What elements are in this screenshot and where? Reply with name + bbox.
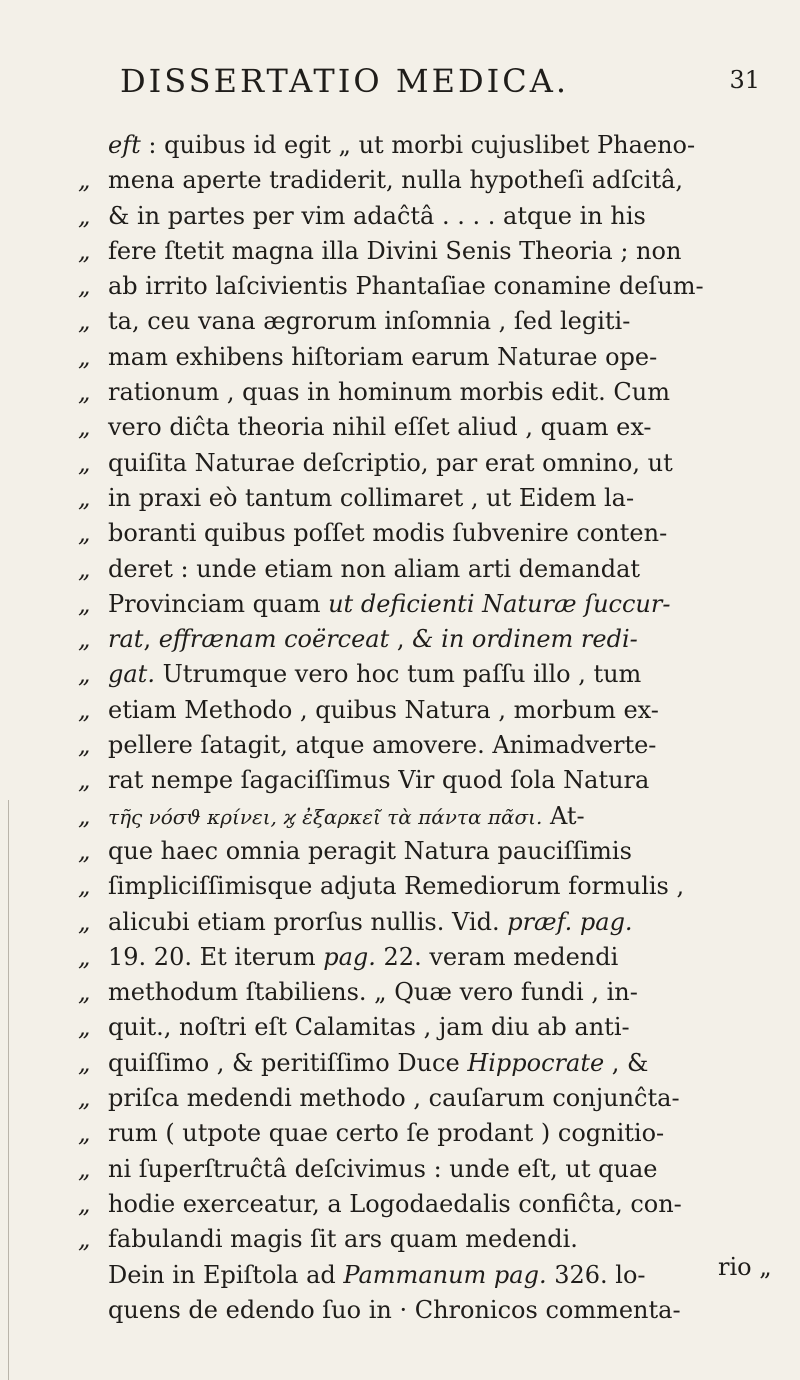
text-line <box>78 516 768 551</box>
text-run: in praxi eò tantum collimaret , ut Eidem la- <box>108 483 635 512</box>
text-line <box>78 657 768 692</box>
quote-mark: „ <box>78 978 91 1007</box>
quote-mark: „ <box>78 1154 91 1183</box>
text-run: hodie exerceatur, a Logodaedalis confiĉta, con- <box>108 1189 682 1218</box>
text-run: ta, ceu vana ægrorum inſomnia , ſed legiti- <box>108 307 631 336</box>
text-run: quiſita Naturae deſcriptio, par erat omnino, ut <box>108 448 673 477</box>
quote-mark: „ <box>78 660 91 689</box>
text-run: mena aperte tradiderit, nulla hypotheſi adſcitâ, <box>108 166 684 195</box>
text-line <box>78 234 768 269</box>
text-run: ſimpliciſſimisque adjuta Remediorum formulis , <box>108 872 685 901</box>
text-line <box>78 1152 768 1187</box>
text-run: , <box>389 625 413 654</box>
text-line <box>78 834 768 869</box>
text-run: alicubi etiam prorſus nullis. Vid. <box>108 907 508 936</box>
text-run: boranti quibus poſſet modis ſubvenire conten- <box>108 519 668 548</box>
text-run: , <box>143 625 159 654</box>
text-run: 22. veram medendi <box>375 942 619 971</box>
text-line <box>78 905 768 940</box>
italic-phrase: gat. <box>108 660 155 689</box>
text-line <box>78 940 768 975</box>
text-run: : quibus id egit „ ut morbi cujuslibet Phaeno- <box>140 131 696 159</box>
italic-phrase: præf. pag. <box>507 907 633 936</box>
text-line <box>78 304 768 339</box>
quote-mark: „ <box>78 1013 91 1042</box>
quote-mark: „ <box>78 766 91 795</box>
text-run: quens de edendo ſuo in · Chronicos commenta- <box>108 1295 681 1324</box>
quote-mark: „ <box>78 201 91 230</box>
text-line <box>78 728 768 763</box>
text-line <box>78 1081 768 1116</box>
text-line <box>78 269 768 304</box>
text-line <box>78 1187 768 1222</box>
greek-phrase: τῆς νόσϑ κρίνει, ϗ ἐξαρκεῖ τὰ πάντα πᾶσι. <box>108 804 543 829</box>
italic-phrase: effrænam coërceat <box>158 625 390 654</box>
quote-mark: „ <box>78 448 91 477</box>
quote-mark: „ <box>78 554 91 583</box>
italic-phrase: rat <box>108 625 144 654</box>
text-line <box>78 199 768 234</box>
text-run: que haec omnia peragit Natura pauciſſimis <box>108 836 632 865</box>
text-line <box>78 1116 768 1151</box>
text-run: fabulandi magis ſit ars quam medendi. <box>108 1225 578 1254</box>
quote-mark: „ <box>78 731 91 760</box>
quote-mark: „ <box>78 1048 91 1077</box>
quote-mark: „ <box>78 413 91 442</box>
italic-phrase: Hippocrate <box>467 1048 605 1077</box>
text-line <box>78 975 768 1010</box>
text-run: ab irrito laſcivientis Phantaſiae conamine deſum- <box>108 272 704 301</box>
text-run: & in partes per vim adaĉtâ . . . . atque in his <box>108 201 646 230</box>
quote-mark: „ <box>78 942 91 971</box>
text-line <box>78 799 768 834</box>
text-run: Dein in Epiſtola ad <box>108 1260 344 1289</box>
text-run: , & <box>604 1048 649 1077</box>
text-line <box>78 552 768 587</box>
text-line <box>78 763 768 798</box>
text-line <box>78 587 768 622</box>
text-line <box>78 375 768 410</box>
quote-mark: „ <box>78 801 91 830</box>
running-title: DISSERTATIO MEDICA. <box>120 62 569 100</box>
italic-phrase: pag. <box>323 942 376 971</box>
text-run: pellere ſatagit, atque amovere. Animadverte- <box>108 731 657 760</box>
text-run: rat nempe ſagaciſſimus Vir quod ſola Natura <box>108 766 650 795</box>
text-run: rationum , quas in hominum morbis edit. Cum <box>108 378 670 407</box>
text-run: ni ſuperſtruĉtâ deſcivimus : unde eſt, ut quae <box>108 1154 658 1183</box>
quote-mark: „ <box>78 272 91 301</box>
italic-phrase: eft <box>108 131 141 159</box>
quote-mark: „ <box>78 483 91 512</box>
catchword: rio „ <box>718 1253 772 1281</box>
text-line <box>78 340 768 375</box>
text-line <box>78 128 768 163</box>
text-line <box>78 163 768 198</box>
italic-phrase: Pammanum pag. <box>343 1260 547 1289</box>
quote-mark: „ <box>78 695 91 724</box>
text-line <box>78 1010 768 1045</box>
text-line <box>78 446 768 481</box>
text-run: methodum ſtabiliens. „ Quæ vero fundi , in- <box>108 978 638 1007</box>
text-run: Provinciam quam <box>108 589 329 618</box>
text-line <box>78 1258 768 1293</box>
text-line <box>78 869 768 904</box>
quote-mark: „ <box>78 1119 91 1148</box>
quote-mark: „ <box>78 836 91 865</box>
quote-mark: „ <box>78 378 91 407</box>
text-run: 19. 20. Et iterum <box>108 942 324 971</box>
italic-phrase: & in ordinem redi- <box>412 625 638 654</box>
text-line <box>78 622 768 657</box>
text-run: priſca medendi methodo , cauſarum conjunĉta- <box>108 1084 680 1113</box>
quote-mark: „ <box>78 1084 91 1113</box>
text-run: 326. lo- <box>546 1260 646 1289</box>
text-line <box>78 1293 768 1328</box>
text-run: vero diĉta theoria nihil eſſet aliud , quam ex- <box>108 413 652 442</box>
text-run: At- <box>542 801 585 830</box>
running-head <box>120 62 760 100</box>
quote-mark: „ <box>78 307 91 336</box>
italic-phrase: ut deficienti Naturæ ſuccur- <box>328 589 671 618</box>
quote-mark: „ <box>78 907 91 936</box>
quote-mark: „ <box>78 872 91 901</box>
text-run: etiam Methodo , quibus Natura , morbum ex- <box>108 695 659 724</box>
quote-mark: „ <box>78 625 91 654</box>
quote-mark: „ <box>78 1225 91 1254</box>
text-line <box>78 410 768 445</box>
quote-mark: „ <box>78 519 91 548</box>
quote-mark: „ <box>78 1189 91 1218</box>
text-line <box>78 1046 768 1081</box>
text-run: Utrumque vero hoc tum paſſu illo , tum <box>154 660 642 689</box>
text-line <box>78 1222 768 1257</box>
text-line <box>78 481 768 516</box>
quote-mark: „ <box>78 589 91 618</box>
text-run: mam exhibens hiſtoriam earum Naturae ope- <box>108 342 658 371</box>
text-run: rum ( utpote quae certo ſe prodant ) cognitio- <box>108 1119 665 1148</box>
text-line <box>78 693 768 728</box>
body-text <box>78 128 768 1328</box>
text-run: quit., noſtri eſt Calamitas , jam diu ab anti- <box>108 1013 630 1042</box>
quote-mark: „ <box>78 166 91 195</box>
text-run: quiſſimo , & peritiſſimo Duce <box>108 1048 468 1077</box>
page-edge-line <box>8 800 9 1380</box>
text-run: fere ſtetit magna illa Divini Senis Theoria ; non <box>108 236 682 265</box>
text-run: deret : unde etiam non aliam arti demandat <box>108 554 641 583</box>
quote-mark: „ <box>78 236 91 265</box>
quote-mark: „ <box>78 342 91 371</box>
page-number: 31 <box>729 66 760 94</box>
